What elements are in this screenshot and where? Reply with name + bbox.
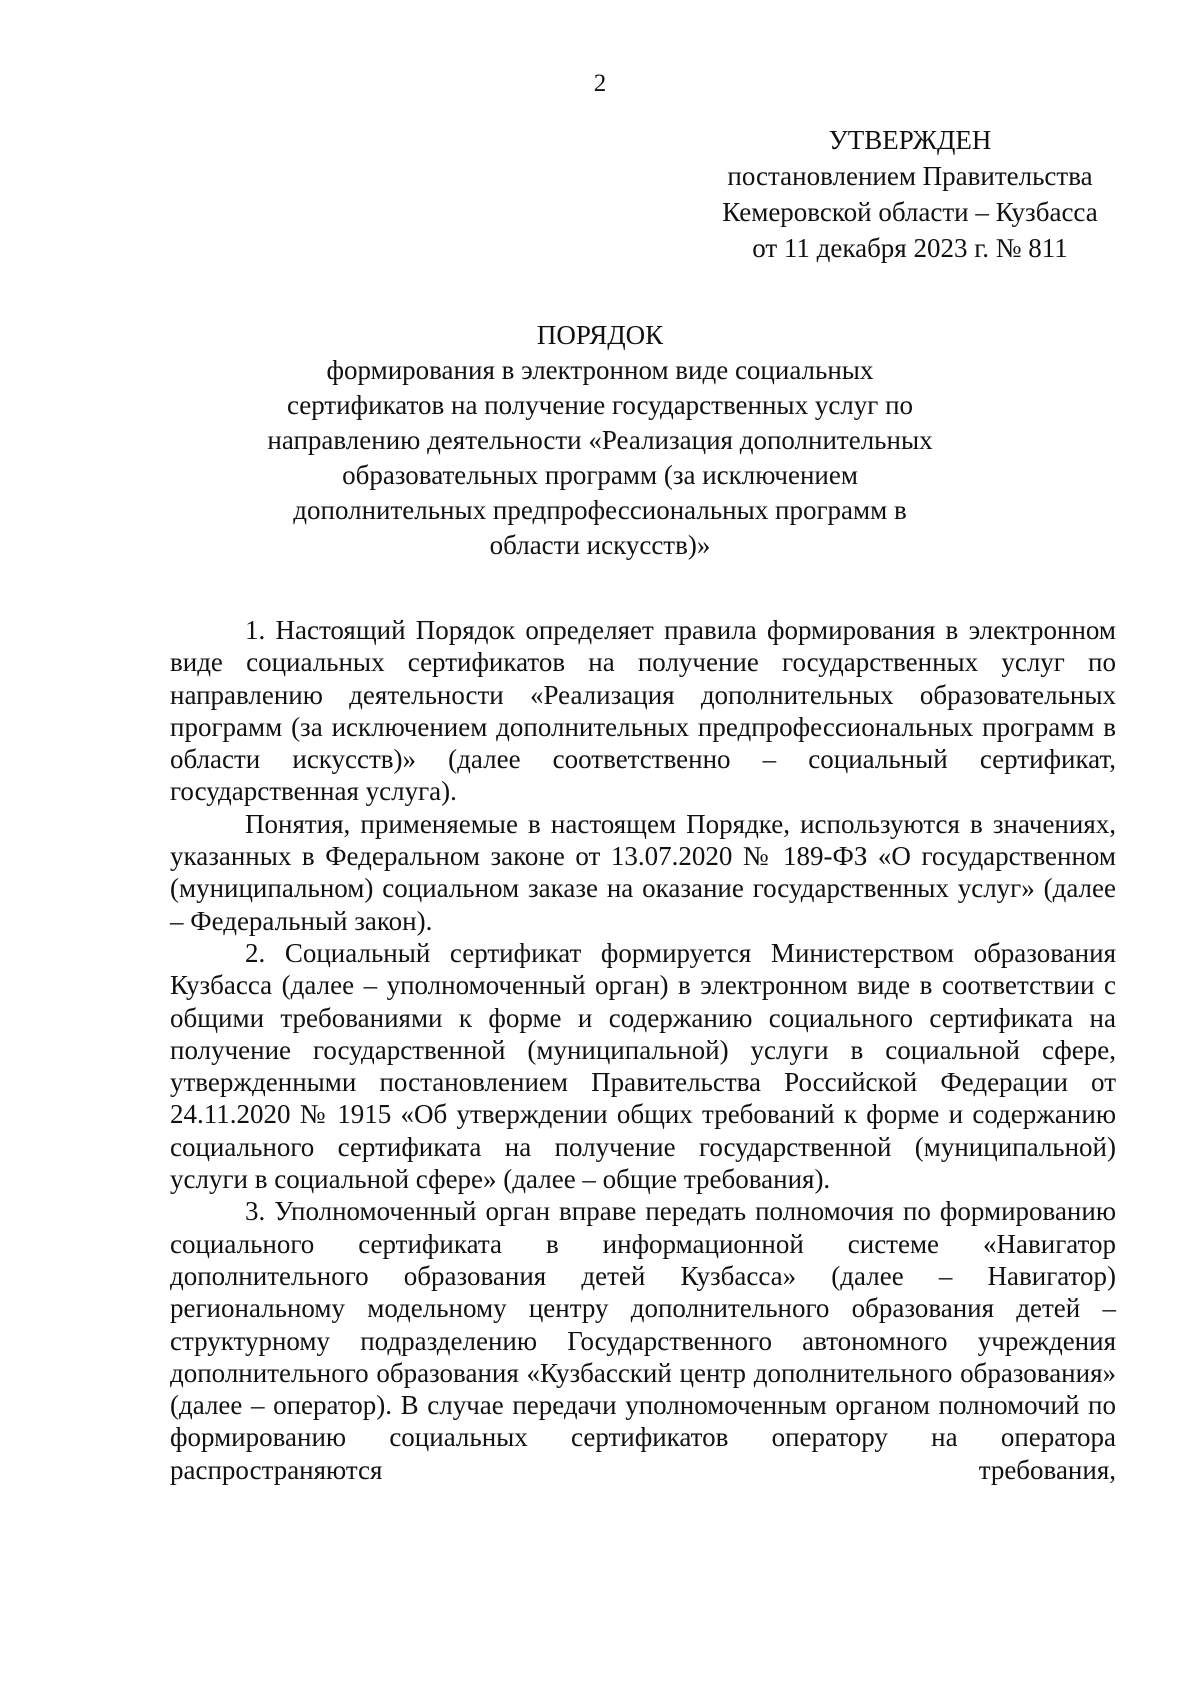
title-line: формирования в электронном виде социальных xyxy=(326,355,874,385)
document-body xyxy=(170,614,1116,1486)
page-number: 2 xyxy=(593,70,607,97)
paragraph-definitions: Понятия, применяемые в настоящем Порядке, используются в значениях, указанных в Федеральном законе от 13.07.2020 № 189-ФЗ «О государственном (муниципальном) социальном заказе на оказание государственных услуг» (далее – Федеральный закон). xyxy=(170,808,1116,936)
approval-line: Кемеровской области – Кузбасса xyxy=(722,197,1098,227)
approval-stamp xyxy=(690,122,1130,266)
title-line: дополнительных предпрофессиональных программ в xyxy=(293,495,907,525)
document-title xyxy=(220,318,980,563)
title-line: области искусств)» xyxy=(489,530,711,560)
approval-heading: УТВЕРЖДЕН xyxy=(828,125,992,155)
title-line: сертификатов на получение государственных услуг по xyxy=(286,390,914,420)
paragraph-2: 2. Социальный сертификат формируется Министерством образования Кузбасса (далее – уполномоченный орган) в электронном виде в соответствии с общими требованиями к форме и содержанию социального сертификата на получение государственной (муниципальной) услуги в социальной сфере, утвержденными постановлением Правительства Российской Федерации от 24.11.2020 № 1915 «Об утверждении общих требований к форме и содержанию социального сертификата на получение государственной (муниципальной) услуги в социальной сфере» (далее – общие требования). xyxy=(170,937,1116,1195)
paragraph-3: 3. Уполномоченный орган вправе передать полномочия по формированию социального сертификата в информационной системе «Навигатор дополнительного образования детей Кузбасса» (далее – Навигатор) региональному модельному центру дополнительного образования детей – структурному подразделению Государственного автономного учреждения дополнительного образования «Кузбасский центр дополнительного образования» (далее – оператор). В случае передачи уполномоченным органом полномочий по формированию социальных сертификатов оператору на оператора распространяются требования, xyxy=(170,1196,1116,1485)
approval-date: от 11 декабря 2023 г. № 811 xyxy=(752,233,1068,263)
title-heading: ПОРЯДОК xyxy=(536,320,664,350)
paragraph-1: 1. Настоящий Порядок определяет правила формирования в электронном виде социальных сертификатов на получение государственных услуг по направлению деятельности «Реализация дополнительных образовательных программ (за исключением дополнительных предпрофессиональных программ в области искусств)» (далее соответственно – социальный сертификат, государственная услуга). xyxy=(170,615,1116,807)
title-line: образовательных программ (за исключением xyxy=(342,460,858,490)
approval-line: постановлением Правительства xyxy=(727,161,1093,191)
title-line: направлению деятельности «Реализация дополнительных xyxy=(267,425,933,455)
